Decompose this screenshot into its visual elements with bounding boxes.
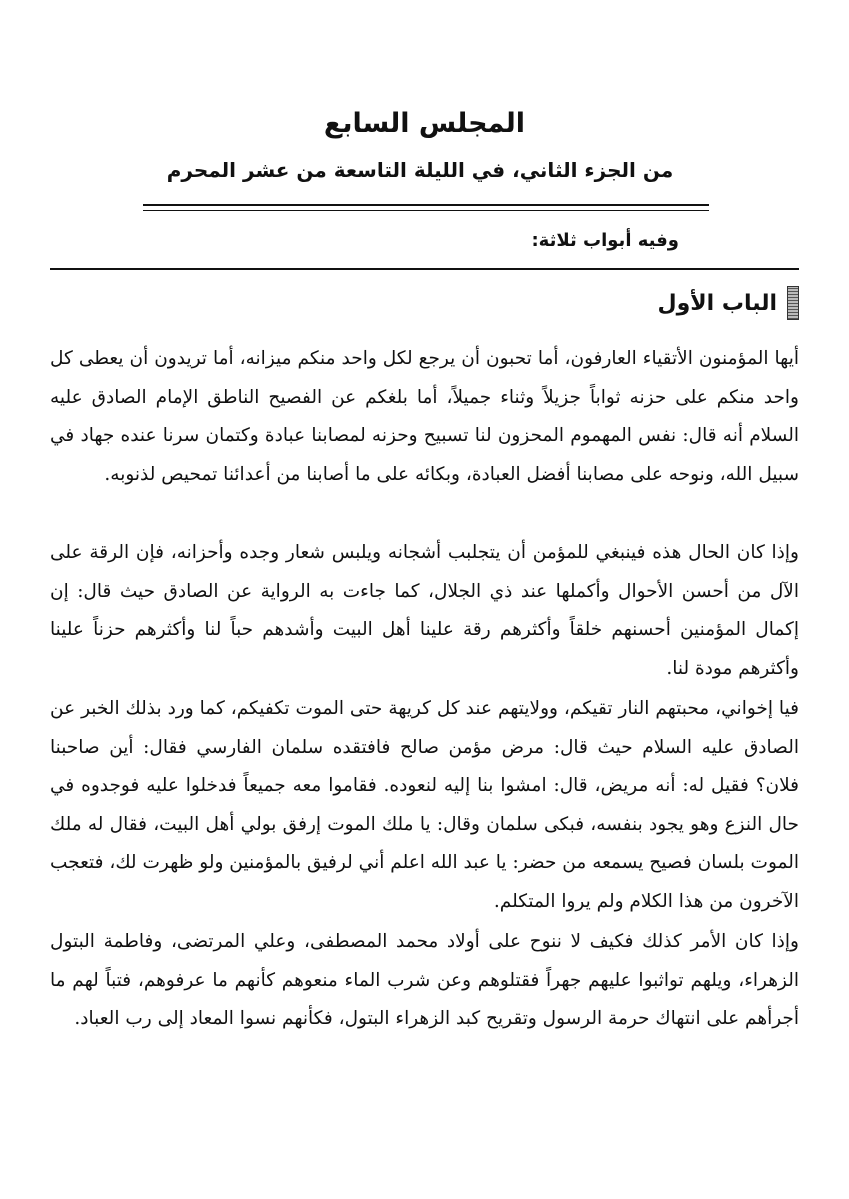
title-divider [143, 204, 709, 211]
chapter-marker-icon [787, 286, 799, 320]
intro-heading: وفيه أبواب ثلاثة: [531, 230, 679, 251]
chapter-label: الباب الأول [657, 290, 777, 316]
chapter-heading [658, 287, 800, 319]
page-title: المجلس السابع [323, 108, 526, 139]
paragraph: وإذا كان الحال هذه فينبغي للمؤمن أن يتجلبب أشجانه ويلبس شعار وجده وأحزانه، فإن الرقة على الآل من أحسن الأحوال وأكملها عند ذي الجلال، كما جاءت به الرواية عن الصادق حيث قال: إن إكمال المؤمنين أحسنهم خلقاً وأكثرهم رقة علينا أهل البيت وأشدهم حباً لنا وأكثرهم حزناً علينا وأكثرهم مودة لنا. [50, 542, 799, 679]
paragraph: فيا إخواني، محبتهم النار تقيكم، وولايتهم عند كل كريهة حتى الموت تكفيكم، كما ورد بذلك الخبر عن الصادق عليه السلام حيث قال: مرض مؤمن صالح فافتقده سلمان الفارسي فقال: أين صاحبنا فلان؟ فقيل له: أنه مريض، قال: امشوا بنا إليه لنعوده. فقاموا معه جميعاً فدخلوا عليه فوجدوه في حال النزع وهو يجود بنفسه، فبكى سلمان وقال: يا ملك الموت إرفق بولي أهل البيت، فقال له ملك الموت بلسان فصيح يسمعه من حضر: يا عبد الله اعلم أني لرفيق بالمؤمنين ولو ظهرت لك، فتعجب الآخرون من هذا الكلام ولم يروا المتكلم. [50, 698, 799, 912]
section-divider [50, 268, 799, 270]
body-text [50, 340, 799, 1039]
paragraph: أيها المؤمنون الأتقياء العارفون، أما تحبون أن يرجع لكل واحد منكم ميزانه، أما تريدون أن يعطى كل واحد منكم على حزنه ثواباً جزيلاً وثناء جميلاً، أما بلغكم عن الفصيح الناطق الإمام الصادق عليه السلام أنه قال: نفس المهموم المحزون لنا تسبيح وحزنه لمصابنا عبادة وكتمان سرنا عنده جهاد في سبيل الله، ونوحه على مصابنا أفضل العبادة، وبكائه على ما أصابنا من أعدائنا تمحيص لذنوبه. [50, 348, 799, 485]
page-subtitle: من الجزء الثاني، في الليلة التاسعة من عشر المحرم [166, 158, 674, 182]
paragraph: وإذا كان الأمر كذلك فكيف لا ننوح على أولاد محمد المصطفى، وعلي المرتضى، وفاطمة البتول الزهراء، ويلهم تواثبوا عليهم جهراً فقتلوهم وعن شرب الماء منعوهم كأنهم ما عرفوهم، فتباً لهم ما أجرأهم على انتهاك حرمة الرسول وتقريح كبد الزهراء البتول، فكأنهم نسوا المعاد إلى رب العباد. [50, 931, 799, 1029]
